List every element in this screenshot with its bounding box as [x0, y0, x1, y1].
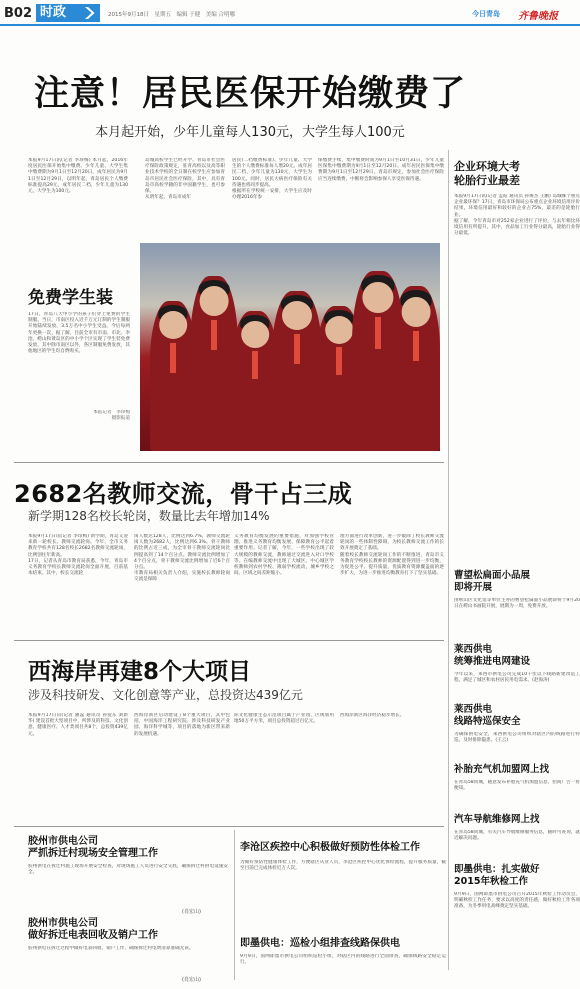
section-tag-label: 时政: [40, 5, 67, 20]
right-story-6-title: 汽车导航维修网上找: [454, 814, 540, 825]
paper-name-primary: 今日青岛: [472, 10, 500, 18]
section-tag: [36, 4, 100, 22]
bottom-story-2-title: 胶州市供电公司 做好拆迁电表回收及销户工作: [28, 918, 158, 941]
bottom-story-3-body: 为做好预防性健康体检工作，方便辖区从业人员，李沧区疾控中心优化体检流程，提升服务质量，截至目前已完成体检近万人次。: [240, 860, 446, 872]
lead-col-4: 保缴费手续，集中缴费时间为9月1日至10月31日，少年儿童医保集中缴费期为9月1日至12月20日。成年居民医保集中缴费期为9月1日至12月29日，青岛市规定，参加社会医疗保险应当连续缴费，中断将会影响参保人享受医保待遇。: [318, 158, 444, 182]
lead-col-3: 居民(二档缴费标准)、少年儿童、大学生的个人缴费标准每人增20元。成年居民二档、少年儿童为130元，大学生为100元。同时，居民大病医疗保险有关待遇也将同步提高。 根据所在学校统一安排，大学生应及时办理2016年参: [232, 158, 312, 201]
west-coast-subhead: 涉及科技研发、文化创意等产业，总投资达439亿元: [28, 688, 303, 702]
right-story-3-body: 今年以来，莱西市供电公司完成10千伏以下线路新建改造工程，满足了城区和农村居民用电需求。(赵海涛): [454, 672, 580, 684]
bottom-story-1-credit: (肖宏山): [182, 909, 201, 915]
teachers-col-4: 理方面进行改革创新，进一步破除了校长教师交流轮岗的一些体制性障碍，为校长教师交流工作的长效开展奠定了基础。 随着校长教师交流轮岗工作的不断推进，青岛市义务教育学校校长教师的资源配置得到进一步均衡，为促进公平、提升质量，优质教育资源覆盖面的逐步扩大，为进一步推进均衡教育打下了坚实基础。: [340, 534, 444, 577]
right-story-7-body: 9月9日，国网即墨市供电公司召开2015年秋检工作动员会，明确秋检工作任务，要求以高度的责任感，做好秋检工作各项准备，为冬季用电高峰奠定坚实基础。: [454, 892, 580, 910]
page-number: B02: [4, 6, 32, 21]
lead-col-2: 岛城高校学生已经开学。青岛市社会医疗保险政策规定，驻青高校以及高等职业技术学校的全日制在校学生应参加青岛市居民社会医疗保险，其中，具有青岛市高校学籍的非中国籍学生，也可参保。 从明年起，青岛市成年: [145, 158, 225, 201]
lead-headline: 注意！居民医保开始缴费了: [33, 74, 466, 114]
teachers-subhead: 新学期128名校长轮岗，数量比去年增加14%: [28, 509, 270, 523]
column-divider: [448, 150, 449, 970]
bottom-story-1-body: 胶州供电在拆迁村施工现场开展安全检查，对现场施工人员进行安全交底，确保拆迁村供电设施安全。: [28, 864, 228, 876]
bottom-story-4-title: 即墨供电：巡检小组排查线路保供电: [240, 938, 400, 949]
free-uniform-title: 免费学生装: [28, 288, 113, 308]
right-story-1-title: 企业环境大考 轮胎行业最差: [454, 160, 520, 187]
bottom-story-2-credit: (肖宏山): [182, 977, 201, 983]
paper-name-logo: 齐鲁晚报: [518, 11, 558, 22]
right-story-2-body: 由崂山区文化馆等单位主办的曹望松扁面小品展即将于9月20日在崂山书画院开展，展期为一周，免费开放。: [454, 598, 580, 610]
chevron-right-icon: [85, 7, 97, 19]
teachers-headline: 2682名教师交流，骨干占三成: [14, 480, 353, 508]
students-in-uniform-photo: [140, 243, 440, 451]
teachers-col-2: 岗人数达128人，比例达到6.7%，教师交流轮岗人数为2682人，比例达到6.3%。骨干教师的比例占近三成，为全市骨干教师交流轮岗比例提高到了14个百分点。教师交流比例增加了4个百分点，骨干教师交流比例增加了近6个百分点。 市教育局相关负责人介绍，实施校长教师轮岗交流是保障: [134, 534, 230, 583]
right-story-2-title: 曹望松扁面小品展 即将开展: [454, 570, 531, 593]
right-story-5-body: 在青岛58同城，随意发布补胎充气机加盟信息，招商广告一看便知。: [454, 780, 580, 792]
west-coast-col-2: 西海岸新区启动建设了8个重大项目，其中包括，中国海洋工程研究院、涉及科技研发产业园、海洋科学城等，项目的落地为新区带来新的发展机遇。: [134, 713, 230, 737]
section-divider: [14, 462, 444, 463]
free-uniform-body: 17日，青岛八大中小学的孩子们穿上免费的学生制服。当日，市南区投入近千万元订制的学生制服开始陆续发放。3.5万名中小学生受益。今后每两年更换一次，据了解，目前全市有市南、市北、李沧、崂山和黄岛区的中小学个区实现了学生装免费发放，其中除市南区以外，各区制服免费发放，其他地区的学生均自费购买。: [28, 312, 130, 355]
right-story-3-title: 莱西供电 统筹推进电网建设: [454, 644, 531, 667]
bottom-story-4-body: 9月9日，国网即墨市供电公司组织巡检小组，对辖区内的线路进行全面排查，确保线路安全稳定运行。: [240, 954, 446, 966]
teachers-col-3: 义务教育均衡发展的重要措施，对加强学校管理、推进义务教育均衡发展、保障教育公平起着重要作用。记者了解，今年，一些学校出现了较大规模的教师交流，教师通过交流进入对口学校等。在编教师交流中出现了大城区、中心城区学校教师到农村学校、薄弱学校流动，城乡学校之间、区域之间差距缩小。: [234, 534, 334, 577]
west-coast-headline: 西海岸再建8个大项目: [28, 659, 252, 685]
west-coast-col-3: 际文化健康生态示范项目属于产业园，区规划用地50万平方米，项目总投资超过百亿元。: [234, 713, 334, 725]
lead-col-1: 本报9月17日讯(记者 李珍梅) 本月起，2016年度居民医保开始集中缴费。少年儿童、大学生集中缴费期为9月1日至12月20日，成年居民为9月1日至12月29日，以明年起，青岛居民个人缴费标准提高29元，成年居民二档、少年儿童为130元，大学生为100元。: [28, 158, 128, 195]
right-story-5-title: 补胎充气机加盟网上找: [454, 764, 550, 775]
teachers-col-1: 本报9月17日讯(记者 李珍梅) 新学期，青岛又迎来新一轮校长、教师交流轮岗。今年，全市义务教育学校共有128名校长2682名教师交流轮岗，比例创往年新高。 17日，记者从青岛市教育局获悉，今年，青岛市义务教育学校长教师交流轮岗全面开展，目前基本结束。其中，校长交流轮: [28, 534, 128, 577]
west-coast-col-1: 本报9月17日讯(记者 潘蕊 通讯员 孙爱东 刘新华) 建设首批大型项目中，所涉及的科技、文化创意、健康医疗、人才类项目共8个，总投资439亿元。: [28, 713, 128, 737]
right-story-1-body: 本报9月17日讯(记者 孟皓 通讯员 孙俊杰 王鹏) 岛城哪个重点企业最环保？17日，青岛市环保局公布重点企业环境信用评价结果，环境信用最好和较好的企业占75%，最差的是轮胎行业。 据了解，今年青岛市对252家企业进行了评价，与去年相比环境信用有所提升。其中，食品加工行业得分最高，轮胎行业得分最低。: [454, 194, 580, 237]
bottom-story-3-title: 李沧区疾控中心积极做好预防性体检工作: [240, 842, 420, 853]
right-column: [454, 150, 580, 952]
date-editor-line: 2015年9月18日 星期五 编辑 于健 美编 合明哪: [108, 12, 235, 18]
right-story-4-title: 莱西供电 线路特巡保安全: [454, 704, 521, 727]
free-uniform-byline: 本报记者 李珍梅 摄影报道: [93, 410, 130, 421]
bottom-story-2-body: 胶州供电在拆迁过程中做好电表回收、销户工作，确保拆迁村电费清算准确无误。: [28, 946, 194, 951]
west-coast-col-4: 西海岸新区海洋经济稳步增长。: [340, 713, 405, 718]
right-story-6-body: 在青岛58同城，有关汽车导航维修服务信息，随时可查询，就近解决问题。: [454, 830, 580, 842]
masthead-rule: [0, 24, 580, 26]
right-story-4-body: 为确保供电安全，莱西供电公司组织对辖区内的线路进行特巡，及时排除隐患。(王云): [454, 732, 580, 744]
section-divider: [14, 826, 444, 827]
column-divider: [234, 830, 235, 980]
right-story-7-title: 即墨供电：扎实做好 2015年秋检工作: [454, 864, 540, 887]
section-divider: [14, 640, 444, 641]
lead-subhead: 本月起开始，少年儿童每人130元，大学生每人100元: [95, 125, 405, 140]
bottom-story-1-title: 胶州市供电公司 严抓拆迁村现场安全管理工作: [28, 836, 158, 859]
